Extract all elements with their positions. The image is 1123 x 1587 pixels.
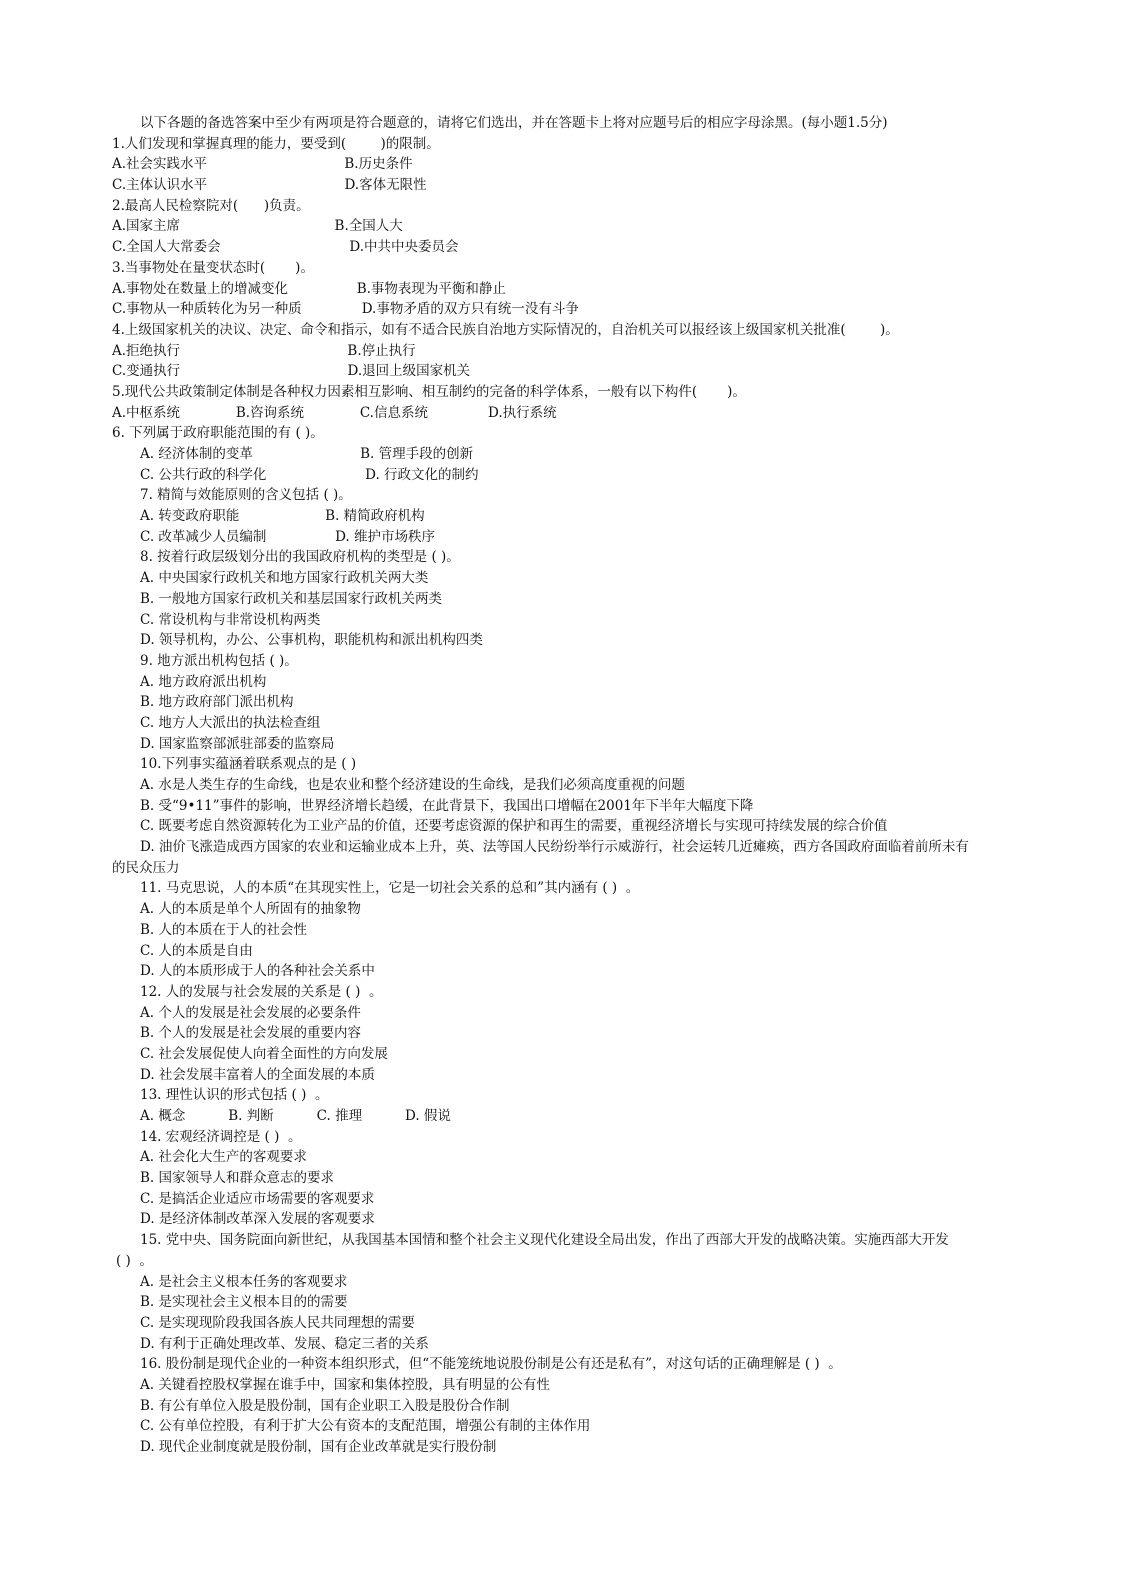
document-line: A.拒绝执行 B.停止执行 — [112, 342, 416, 359]
document-line: A. 社会化大生产的客观要求 — [140, 1149, 307, 1166]
document-line: 5.现代公共政策制定体制是各种权力因素相互影响、相互制约的完备的科学体系，一般有以下构件( )。 — [112, 383, 746, 400]
document-line: D. 现代企业制度就是股份制，国有企业改革就是实行股份制 — [140, 1439, 497, 1455]
document-line: A.国家主席 B.全国人大 — [112, 218, 403, 235]
document-line: C. 是搞活企业适应市场需要的客观要求 — [140, 1190, 375, 1207]
document-line: C. 是实现现阶段我国各族人民共同理想的需要 — [140, 1314, 415, 1331]
document-line: D. 人的本质形成于人的各种社会关系中 — [140, 963, 375, 980]
document-line: 11. 马克思说，人的本质“在其现实性上，它是一切社会关系的总和”其内涵有 ( ) 。 — [140, 880, 640, 897]
document-line: D. 领导机构，办公、公事机构，职能机构和派出机构四类 — [140, 632, 483, 649]
document-line: C.事物从一种质转化为另一种质 D.事物矛盾的双方只有统一没有斗争 — [112, 301, 579, 318]
document-line: 4.上级国家机关的决议、决定、命令和指示，如有不适合民族自治地方实际情况的，自治机关可以报经该上级国家机关批准( )。 — [112, 321, 899, 338]
document-line: A. 是社会主义根本任务的客观要求 — [140, 1273, 348, 1290]
document-line: 9. 地方派出机构包括 ( )。 — [140, 652, 298, 669]
document-line: 1.人们发现和掌握真理的能力，要受到( )的限制。 — [112, 135, 440, 152]
document-line: C.变通执行 D.退回上级国家机关 — [112, 363, 471, 380]
document-line: D. 油价飞涨造成西方国家的农业和运输业成本上升，英、法等国人民纷纷举行示威游行，社会运转几近瘫痪，西方各国政府面临着前所未有 — [140, 839, 969, 856]
document-line: 6. 下列属于政府职能范围的有 ( )。 — [112, 425, 324, 442]
exam-document — [112, 113, 1012, 1458]
document-line: C. 公有单位控股，有利于扩大公有资本的支配范围，增强公有制的主体作用 — [140, 1418, 591, 1435]
document-line: 16. 股份制是现代企业的一种资本组织形式，但“不能笼统地说股份制是公有还是私有”，对这句话的正确理解是 ( ) 。 — [140, 1356, 842, 1373]
document-line: 7. 精简与效能原则的含义包括 ( )。 — [140, 487, 352, 504]
document-line: B. 个人的发展是社会发展的重要内容 — [140, 1025, 362, 1042]
document-line: 以下各题的备选答案中至少有两项是符合题意的，请将它们选出，并在答题卡上将对应题号后的相应字母涂黑。(每小题1.5分) — [140, 115, 888, 131]
document-line: B. 受“9•11”事件的影响，世界经济增长趋缓，在此背景下，我国出口增幅在2001年下半年大幅度下降 — [140, 797, 754, 814]
document-line: C. 公共行政的科学化 D. 行政文化的制约 — [140, 466, 479, 483]
document-line: D. 有利于正确处理改革、发展、稳定三者的关系 — [140, 1335, 429, 1352]
document-line: A. 经济体制的变革 B. 管理手段的创新 — [140, 446, 474, 462]
document-line: B. 国家领导人和群众意志的要求 — [140, 1170, 335, 1187]
document-line: B. 一般地方国家行政机关和基层国家行政机关两类 — [140, 590, 443, 607]
document-line: C. 社会发展促使人向着全面性的方向发展 — [140, 1045, 388, 1062]
document-line: A.事物处在数量上的增减变化 B.事物表现为平衡和静止 — [112, 280, 506, 297]
document-line: 13. 理性认识的形式包括 ( ) 。 — [140, 1087, 329, 1104]
document-line: A. 个人的发展是社会发展的必要条件 — [140, 1004, 361, 1021]
document-line: A. 人的本质是单个人所固有的抽象物 — [140, 901, 361, 918]
document-line: 15. 党中央、国务院面向新世纪，从我国基本国情和整个社会主义现代化建设全局出发，作出了西部大开发的战略决策。实施西部大开发 — [140, 1232, 949, 1249]
document-line: B. 有公有单位入股是股份制，国有企业职工入股是股份合作制 — [140, 1397, 510, 1414]
document-line: 8. 按着行政层级划分出的我国政府机构的类型是 ( )。 — [140, 549, 460, 566]
document-line: D. 国家监察部派驻部委的监察局 — [140, 735, 335, 752]
document-line: B. 是实现社会主义根本目的的需要 — [140, 1294, 348, 1311]
document-line: 2.最高人民检察院对( )负责。 — [112, 197, 310, 214]
document-line: D. 是经济体制改革深入发展的客观要求 — [140, 1211, 375, 1228]
document-line: 的民众压力 — [112, 859, 180, 876]
document-line: B. 人的本质在于人的社会性 — [140, 921, 308, 938]
document-line: 14. 宏观经济调控是 ( ) 。 — [140, 1128, 302, 1145]
document-line: C. 改革减少人员编制 D. 维护市场秩序 — [140, 528, 436, 545]
document-line: A. 中央国家行政机关和地方国家行政机关两大类 — [140, 570, 429, 587]
document-line: 3.当事物处在量变状态时( )。 — [112, 259, 314, 276]
document-line: 12. 人的发展与社会发展的关系是 ( ) 。 — [140, 983, 383, 1000]
document-line: A.中枢系统 B.咨询系统 C.信息系统 D.执行系统 — [112, 404, 557, 421]
document-line: A. 地方政府派出机构 — [140, 673, 267, 690]
document-line: C. 常设机构与非常设机构两类 — [140, 611, 321, 628]
document-line: C. 地方人大派出的执法检查组 — [140, 714, 321, 731]
document-line: B. 地方政府部门派出机构 — [140, 694, 294, 711]
document-line: C.主体认识水平 D.客体无限性 — [112, 177, 427, 194]
document-line: A. 水是人类生存的生命线，也是农业和整个经济建设的生命线，是我们必须高度重视的问题 — [140, 777, 685, 793]
document-line: A. 转变政府职能 B. 精简政府机构 — [140, 508, 425, 525]
document-line: A. 概念 B. 判断 C. 推理 D. 假说 — [140, 1108, 451, 1124]
document-line: C.全国人大常委会 D.中共中央委员会 — [112, 239, 459, 256]
document-line: ( ) 。 — [116, 1252, 153, 1269]
document-line: 10.下列事实蕴涵着联系观点的是 ( ) — [140, 756, 357, 773]
document-line: C. 人的本质是自由 — [140, 942, 253, 959]
document-line: C. 既要考虑自然资源转化为工业产品的价值，还要考虑资源的保护和再生的需要，重视经济增长与实现可持续发展的综合价值 — [140, 818, 888, 835]
document-line: A.社会实践水平 B.历史条件 — [112, 156, 413, 173]
document-line: A. 关键看控股权掌握在谁手中，国家和集体控股，具有明显的公有性 — [140, 1376, 550, 1393]
document-line: D. 社会发展丰富着人的全面发展的本质 — [140, 1066, 375, 1083]
